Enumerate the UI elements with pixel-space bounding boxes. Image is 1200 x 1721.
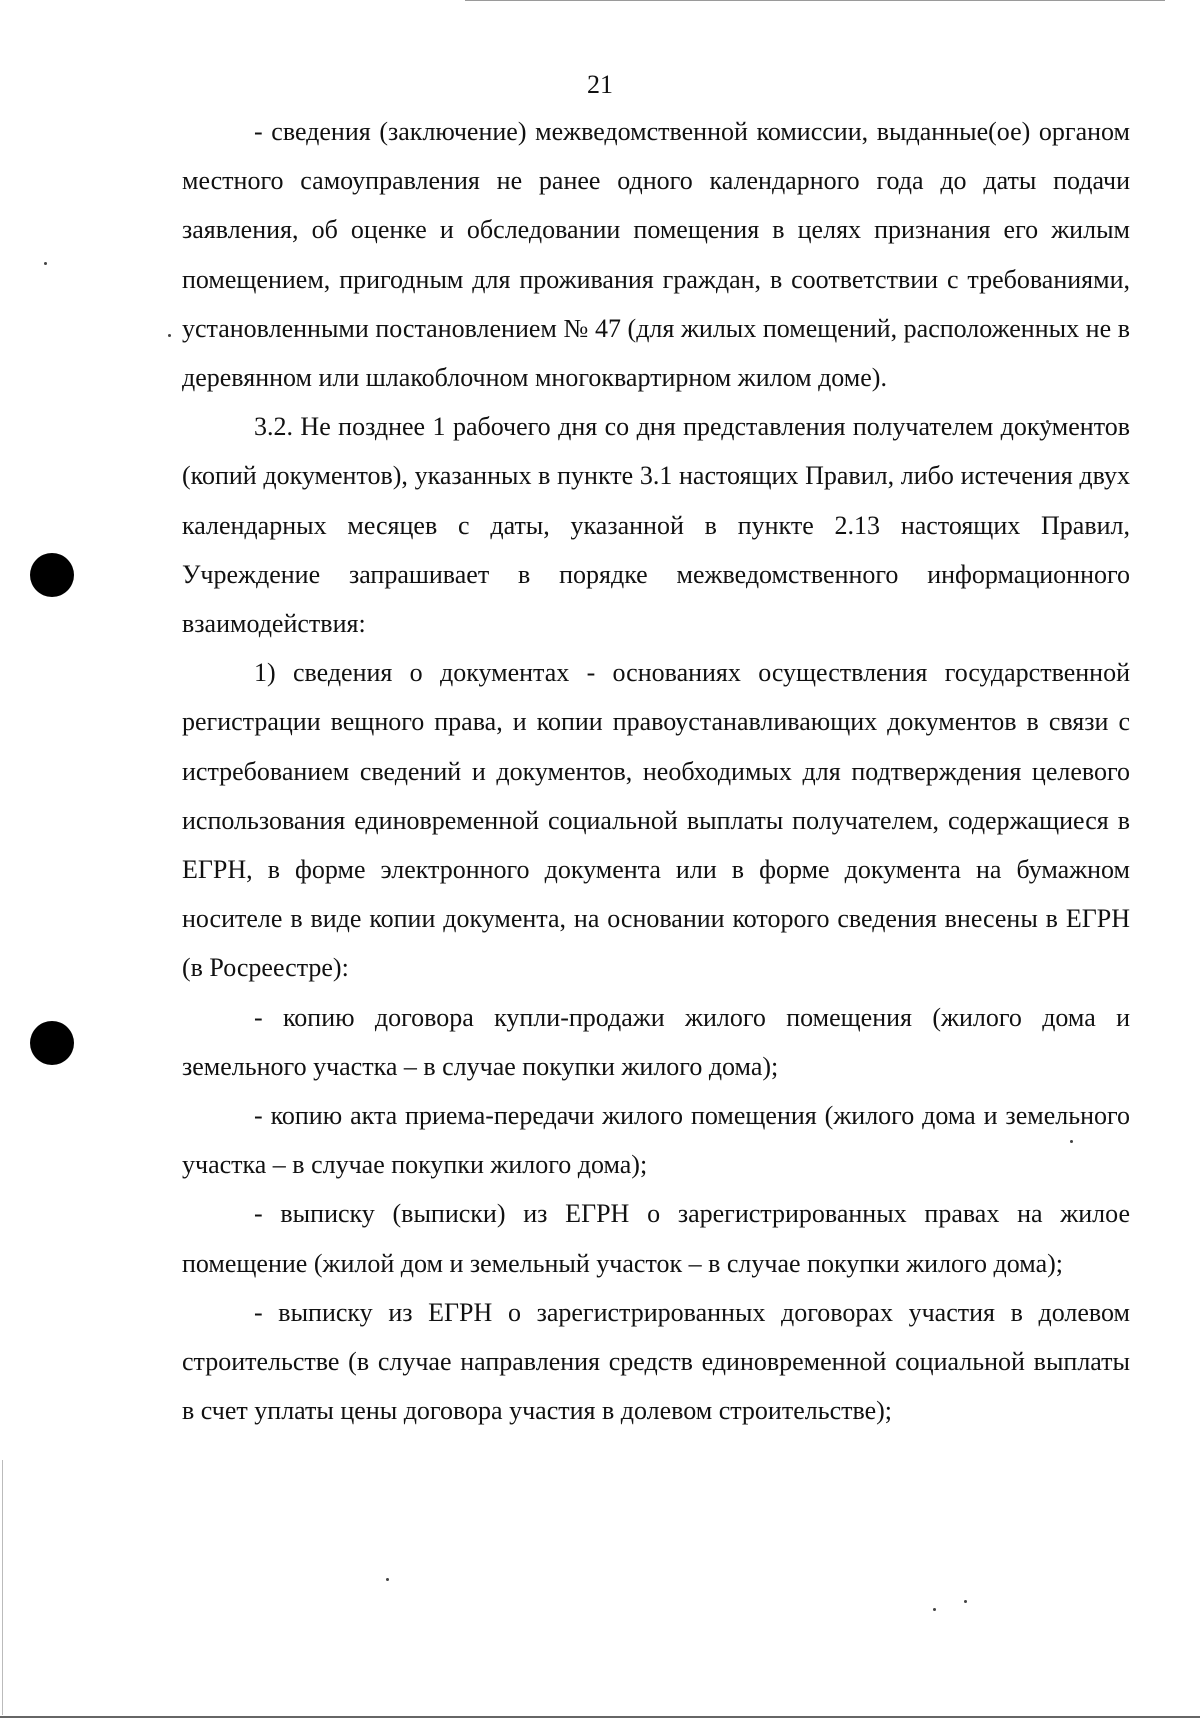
paragraph-shared-construction-extract: - выписку из ЕГРН о зарегистрированных договорах участия в долевом строительстве (в случае направления средств единовременной социальной выплаты в счет уплаты цены договора участия в долевом строительстве); (182, 1297, 1130, 1426)
paragraph-rights-extract: - выписку (выписки) из ЕГРН о зарегистрированных правах на жилое помещение (жилой дом и земельный участок – в случае покупки жилого дома); (182, 1199, 1130, 1278)
scan-speck (933, 1608, 936, 1611)
body-text (182, 107, 1130, 1435)
scan-top-edge (465, 0, 1165, 1)
scan-speck (386, 1578, 389, 1581)
paragraph-item-1: 1) сведения о документах - основаниях осуществления государственной регистрации вещного права, и копии правоустанавливающих документов в связи с истребованием сведений и документов, необходимых для подтверждения целевого использования единовременной социальной выплаты получателем, содержащиеся в ЕГРН, в форме электронного документа или в форме документа на бумажном носителе в виде копии документа, на основании которого сведения внесены в ЕГРН (в Росреестре): (182, 658, 1130, 983)
punch-hole-icon (30, 1021, 74, 1065)
punch-hole-icon (30, 553, 74, 597)
scan-speck (964, 1600, 967, 1603)
paragraph-transfer-act: - копию акта приема-передачи жилого помещения (жилого дома и земельного участка – в случае покупки жилого дома); (182, 1101, 1130, 1180)
paragraph-3-2: 3.2. Не позднее 1 рабочего дня со дня представления получателем документов (копий документов), указанных в пункте 3.1 настоящих Правил, либо истечения двух календарных месяцев с даты, указанной в пункте 2.13 настоящих Правил, Учреждение запрашивает в порядке межведомственного информационного взаимодействия: (182, 412, 1130, 639)
scan-speck (168, 334, 171, 337)
paragraph-commission-conclusion: - сведения (заключение) межведомственной комиссии, выданные(ое) органом местного самоуправления не ранее одного календарного года до даты подачи заявления, об оценке и обследовании помещения в целях признания его жилым помещением, пригодным для проживания граждан, в соответствии с требованиями, установленными постановлением № 47 (для жилых помещений, расположенных не в деревянном или шлакоблочном многоквартирном жилом доме). (182, 117, 1130, 393)
page-number: 21 (587, 70, 613, 99)
scan-left-edge (2, 1460, 3, 1715)
scan-speck (44, 262, 47, 265)
paragraph-sale-contract: - копию договора купли-продажи жилого помещения (жилого дома и земельного участка – в случае покупки жилого дома); (182, 1002, 1130, 1081)
scan-bottom-edge (0, 1716, 1200, 1718)
